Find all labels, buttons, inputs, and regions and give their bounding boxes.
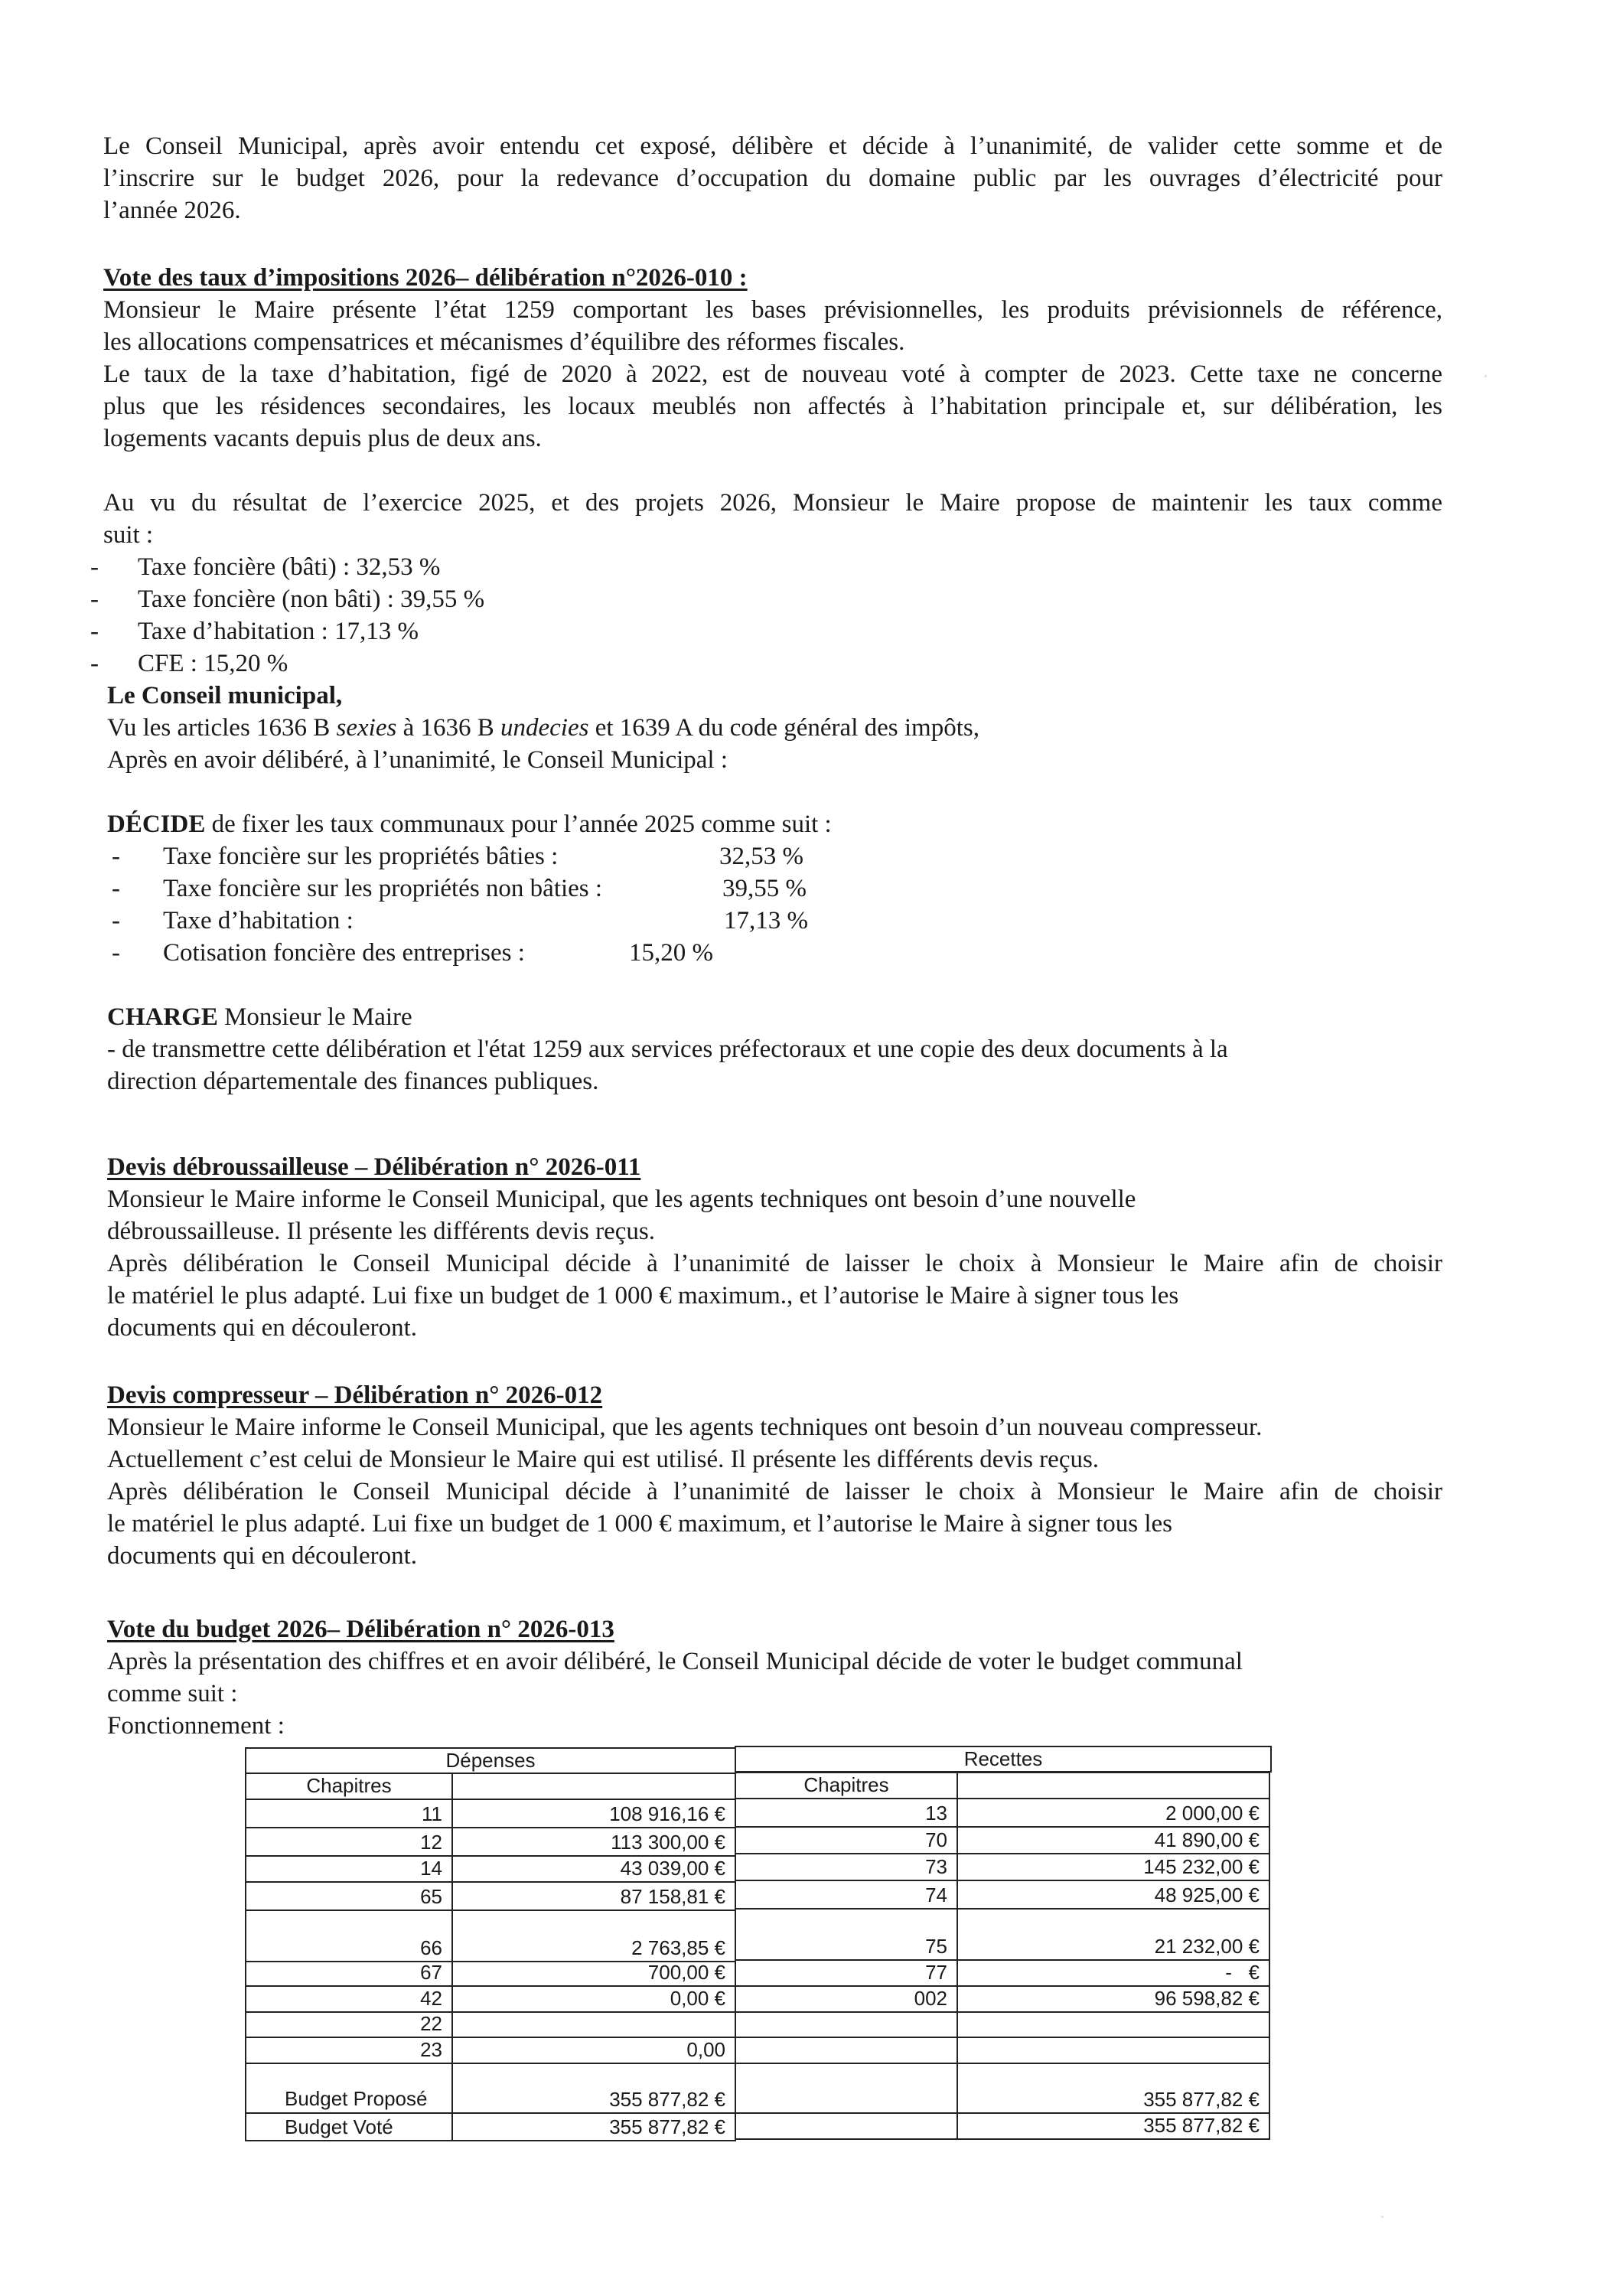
rec-chapitre: 77 <box>735 1959 958 1987</box>
list-dash: - <box>112 843 120 870</box>
charge-line-1: - de transmettre cette délibération et l'état 1259 aux services préfectoraux et une copie des deux documents à la <box>107 1035 1228 1063</box>
list-item: CFE : 15,20 % <box>138 650 288 677</box>
charge-keyword: CHARGE <box>107 1003 218 1031</box>
budget-propose-rec-chapitre <box>735 2063 958 2114</box>
compresseur-line-3: Après délibération le Conseil Municipal décide à l’unanimité de laisser le choix à Monsieur le Maire afin de choisir <box>107 1478 1442 1505</box>
dep-value <box>451 2011 736 2038</box>
taux-p3-line-2: suit : <box>103 521 154 549</box>
dep-chapitre: 12 <box>245 1827 453 1857</box>
charge-line-2: direction départementale des finances publiques. <box>107 1068 599 1095</box>
taux-p2-line-1: Le taux de la taxe d’habitation, figé de 2020 à 2022, est de nouveau voté à compter de 2023. Cette taxe ne concerne <box>103 360 1442 388</box>
list-item: Taxe foncière (bâti) : 32,53 % <box>138 553 441 581</box>
rec-chapitre <box>735 2037 958 2064</box>
recettes-value-header <box>957 1772 1270 1799</box>
rec-value: 145 232,00 € <box>957 1853 1270 1881</box>
list-dash: - <box>90 618 99 645</box>
rec-chapitre: 002 <box>735 1985 958 2013</box>
budget-propose-depenses: 355 877,82 € <box>451 2063 736 2114</box>
intro-line-3: l’année 2026. <box>103 197 241 224</box>
taux-p3-line-1: Au vu du résultat de l’exercice 2025, et des projets 2026, Monsieur le Maire propose de maintenir les taux comme <box>103 489 1442 517</box>
rec-value: - € <box>957 1959 1270 1987</box>
depenses-chapitres-label: Chapitres <box>245 1773 453 1800</box>
dep-value: 43 039,00 € <box>451 1855 736 1883</box>
vu-suffix: et 1639 A du code général des impôts, <box>588 714 979 742</box>
rec-value: 96 598,82 € <box>957 1985 1270 2013</box>
recettes-header: Recettes <box>735 1746 1272 1773</box>
decide-line <box>107 808 832 840</box>
dep-chapitre: 66 <box>245 1910 453 1962</box>
dep-value: 700,00 € <box>451 1961 736 1987</box>
budget-vote-recettes: 355 877,82 € <box>957 2112 1270 2140</box>
rate-label: Cotisation foncière des entreprises : <box>163 939 525 967</box>
list-dash: - <box>90 650 99 677</box>
debroussailleuse-line-5: documents qui en découleront. <box>107 1314 418 1342</box>
section-heading-debroussailleuse: Devis débroussailleuse – Délibération n° 2026-011 <box>107 1153 641 1181</box>
intro-line-1: Le Conseil Municipal, après avoir entendu cet exposé, délibère et décide à l’unanimité, de valider cette somme et de <box>103 132 1442 160</box>
rate-value: 17,13 % <box>724 907 808 934</box>
budget-line-1: Après la présentation des chiffres et en avoir délibéré, le Conseil Municipal décide de voter le budget communal <box>107 1648 1243 1675</box>
list-item: Taxe d’habitation : 17,13 % <box>138 618 419 645</box>
decide-keyword: DÉCIDE <box>107 810 206 838</box>
rate-label: Taxe foncière sur les propriétés non bâties : <box>163 875 603 902</box>
dep-chapitre: 11 <box>245 1799 453 1828</box>
rec-value: 48 925,00 € <box>957 1880 1270 1910</box>
taux-p2-line-3: logements vacants depuis plus de deux ans. <box>103 425 542 452</box>
section-heading-compresseur: Devis compresseur – Délibération n° 2026-012 <box>107 1381 603 1409</box>
dep-chapitre: 67 <box>245 1961 453 1987</box>
list-dash: - <box>112 875 120 902</box>
dep-value: 0,00 <box>451 2037 736 2064</box>
charge-line <box>107 1001 412 1033</box>
section-heading-budget: Vote du budget 2026– Délibération n° 2026-013 <box>107 1616 614 1643</box>
scan-speck <box>1381 2216 1383 2218</box>
rec-chapitre <box>735 2011 958 2038</box>
rec-chapitre: 70 <box>735 1826 958 1854</box>
charge-text: Monsieur le Maire <box>217 1003 412 1031</box>
budget-vote-depenses: 355 877,82 € <box>451 2112 736 2141</box>
dep-value: 108 916,16 € <box>451 1799 736 1828</box>
compresseur-line-5: documents qui en découleront. <box>107 1542 418 1570</box>
depenses-header: Dépenses <box>245 1747 736 1774</box>
depenses-value-header <box>451 1773 736 1800</box>
dep-chapitre: 23 <box>245 2037 453 2064</box>
debroussailleuse-line-4: le matériel le plus adapté. Lui fixe un budget de 1 000 € maximum., et l’autorise le Maire à signer tous les <box>107 1282 1179 1309</box>
vu-articles <box>107 712 979 744</box>
rate-value: 32,53 % <box>719 843 803 870</box>
recettes-chapitres-label: Chapitres <box>735 1772 958 1799</box>
vu-sexies: sexies <box>336 714 397 742</box>
vu-prefix: Vu les articles 1636 B <box>107 714 337 742</box>
dep-chapitre: 22 <box>245 2011 453 2038</box>
intro-line-2: l’inscrire sur le budget 2026, pour la redevance d’occupation du domaine public par les ouvrages d’électricité pour <box>103 165 1442 192</box>
decide-text: de fixer les taux communaux pour l’année 2025 comme suit : <box>205 810 832 838</box>
dep-value: 2 763,85 € <box>451 1910 736 1962</box>
rec-value: 21 232,00 € <box>957 1908 1270 1961</box>
rec-chapitre: 73 <box>735 1853 958 1881</box>
rec-value <box>957 2011 1270 2038</box>
rec-chapitre: 75 <box>735 1908 958 1961</box>
scan-speck <box>1484 375 1487 377</box>
dep-value: 87 158,81 € <box>451 1881 736 1911</box>
apres-deliberation: Après en avoir délibéré, à l’unanimité, le Conseil Municipal : <box>107 746 728 774</box>
section-heading-taux: Vote des taux d’impositions 2026– délibération n°2026-010 : <box>103 264 748 292</box>
vu-undecies: undecies <box>500 714 589 742</box>
debroussailleuse-line-3: Après délibération le Conseil Municipal décide à l’unanimité de laisser le choix à Monsieur le Maire afin de choisir <box>107 1250 1442 1277</box>
budget-vote-rec-chapitre <box>735 2112 958 2140</box>
taux-p1-line-2: les allocations compensatrices et mécanismes d’équilibre des réformes fiscales. <box>103 328 905 356</box>
rate-value: 15,20 % <box>629 939 713 967</box>
dep-chapitre: 65 <box>245 1881 453 1911</box>
rate-label: Taxe foncière sur les propriétés bâties : <box>163 843 559 870</box>
budget-line-3: Fonctionnement : <box>107 1712 285 1740</box>
rec-value: 2 000,00 € <box>957 1798 1270 1828</box>
list-dash: - <box>112 939 120 967</box>
dep-chapitre: 14 <box>245 1855 453 1883</box>
budget-propose-label: Budget Proposé <box>245 2063 453 2114</box>
compresseur-line-1: Monsieur le Maire informe le Conseil Municipal, que les agents techniques ont besoin d’un nouveau compresseur. <box>107 1414 1263 1441</box>
rate-label: Taxe d’habitation : <box>163 907 354 934</box>
rate-value: 39,55 % <box>722 875 807 902</box>
council-label: Le Conseil municipal, <box>107 682 343 709</box>
budget-vote-label: Budget Voté <box>245 2112 453 2141</box>
debroussailleuse-line-1: Monsieur le Maire informe le Conseil Municipal, que les agents techniques ont besoin d’une nouvelle <box>107 1186 1136 1213</box>
compresseur-line-4: le matériel le plus adapté. Lui fixe un budget de 1 000 € maximum, et l’autorise le Maire à signer tous les <box>107 1510 1173 1538</box>
taux-p1-line-1: Monsieur le Maire présente l’état 1259 comportant les bases prévisionnelles, les produits prévisionnels de référence, <box>103 296 1442 324</box>
vu-mid: à 1636 B <box>396 714 501 742</box>
dep-value: 0,00 € <box>451 1985 736 2013</box>
list-dash: - <box>90 585 99 613</box>
debroussailleuse-line-2: débroussailleuse. Il présente les différents devis reçus. <box>107 1218 655 1245</box>
budget-propose-recettes: 355 877,82 € <box>957 2063 1270 2114</box>
rec-value <box>957 2037 1270 2064</box>
list-dash: - <box>90 553 99 581</box>
dep-value: 113 300,00 € <box>451 1827 736 1857</box>
budget-line-2: comme suit : <box>107 1680 238 1707</box>
list-item: Taxe foncière (non bâti) : 39,55 % <box>138 585 485 613</box>
compresseur-line-2: Actuellement c’est celui de Monsieur le Maire qui est utilisé. Il présente les différents devis reçus. <box>107 1446 1100 1473</box>
rec-value: 41 890,00 € <box>957 1826 1270 1854</box>
rec-chapitre: 13 <box>735 1798 958 1828</box>
dep-chapitre: 42 <box>245 1985 453 2013</box>
taux-p2-line-2: plus que les résidences secondaires, les locaux meublés non affectés à l’habitation principale et, sur délibération, les <box>103 393 1442 420</box>
list-dash: - <box>112 907 120 934</box>
rec-chapitre: 74 <box>735 1880 958 1910</box>
